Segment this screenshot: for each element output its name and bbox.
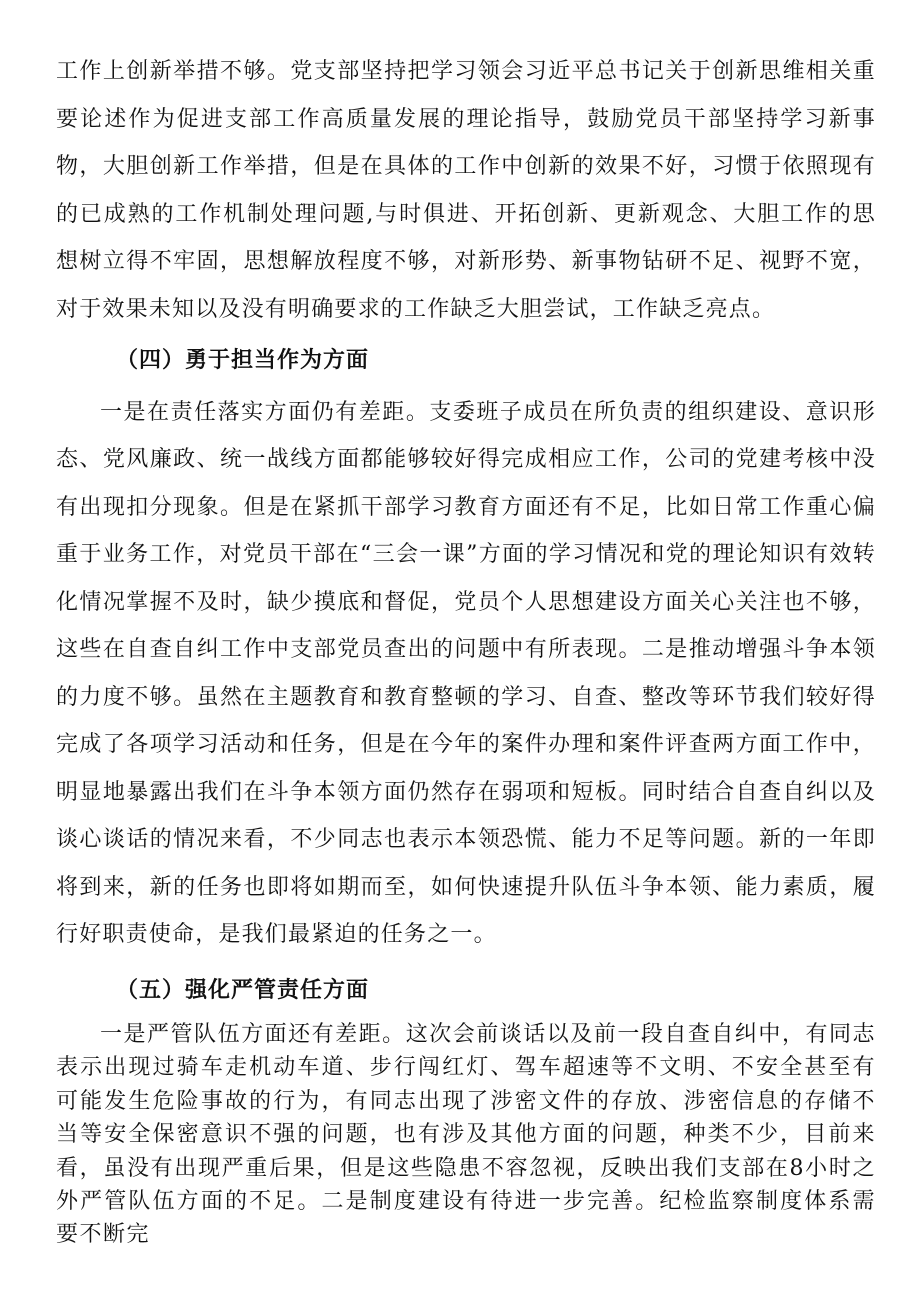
paragraph-continuation: 工作上创新举措不够。党支部坚持把学习领会习近平总书记关于创新思维相关重要论述作为促进支部工作高质量发展的理论指导，鼓励党员干部坚持学习新事物，大胆创新工作举措，但是在具体的工作中创新的效果不好，习惯于依照现有的已成熟的工作机制处理问题,与时俱进、开拓创新、更新观念、大胆工作的思想树立得不牢固，思想解放程度不够，对新形势、新事物钻研不足、视野不宽，对于效果未知以及没有明确要求的工作缺乏大胆尝试，工作缺乏亮点。: [56, 59, 876, 322]
paragraph-section-4: 一是在责任落实方面仍有差距。支委班子成员在所负责的组织建设、意识形态、党风廉政、统一战线方面都能够较好得完成相应工作，公司的党建考核中没有出现扣分现象。但是在紧抓干部学习教育方面还有不足，比如日常工作重心偏重于业务工作，对党员干部在“三会一课”方面的学习情况和党的理论知识有效转化情况掌握不及时，缺少摸底和督促，党员个人思想建设方面关心关注也不够，这些在自查自纠工作中支部党员查出的问题中有所表现。二是推动增强斗争本领的力度不够。虽然在主题教育和教育整顿的学习、自查、整改等环节我们较好得完成了各项学习活动和任务，但是在今年的案件办理和案件评查两方面工作中，明显地暴露出我们在斗争本领方面仍然存在弱项和短板。同时结合自查自纠以及谈心谈话的情况来看，不少同志也表示本领恐慌、能力不足等问题。新的一年即将到来，新的任务也即将如期而至，如何快速提升队伍斗争本领、能力素质，履行好职责使命，是我们最紧迫的任务之一。: [56, 399, 876, 947]
document-page: [56, 48, 876, 1252]
spacer: [56, 959, 876, 967]
paragraph-section-5: 一是严管队伍方面还有差距。这次会前谈话以及前一段自查自纠中，有同志表示出现过骑车走机动车道、步行闯红灯、驾车超速等不文明、不安全甚至有可能发生危险事故的行为，有同志出现了涉密文件的存放、涉密信息的存储不当等安全保密意识不强的问题，也有涉及其他方面的问题，种类不少，目前来看，虽没有出现严重后果，但是这些隐患不容忽视，反映出我们支部在8小时之外严管队伍方面的不足。二是制度建设有待进一步完善。纪检监察制度体系需要不断完: [56, 1022, 876, 1248]
section-heading-5: （五）强化严管责任方面: [116, 976, 370, 1003]
section-heading-4: （四）勇于担当作为方面: [116, 347, 370, 373]
